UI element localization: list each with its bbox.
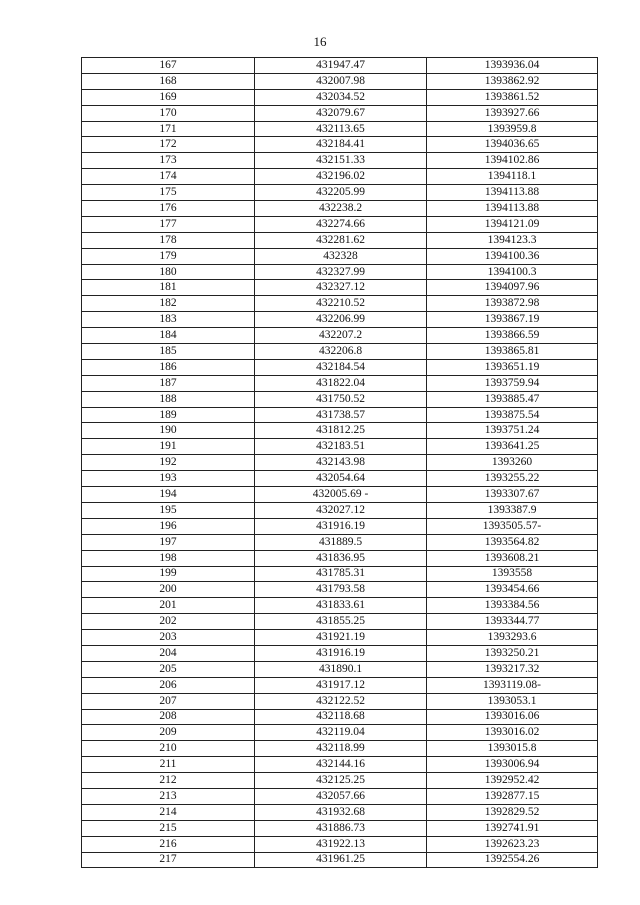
y-coordinate-cell: 1393016.02: [427, 725, 598, 741]
point-number-cell: 194: [82, 487, 255, 503]
x-coordinate-cell: 432034.52: [255, 89, 427, 105]
y-coordinate-cell: 1392829.52: [427, 804, 598, 820]
point-number-cell: 193: [82, 471, 255, 487]
point-number-cell: 213: [82, 788, 255, 804]
y-coordinate-cell: 1393927.66: [427, 105, 598, 121]
x-coordinate-cell: 432118.99: [255, 741, 427, 757]
point-number-cell: 201: [82, 598, 255, 614]
point-number-cell: 214: [82, 804, 255, 820]
y-coordinate-cell: 1393875.54: [427, 407, 598, 423]
table-row: [82, 598, 598, 614]
x-coordinate-cell: 432207.2: [255, 328, 427, 344]
x-coordinate-cell: 432327.12: [255, 280, 427, 296]
point-number-cell: 196: [82, 518, 255, 534]
point-number-cell: 173: [82, 153, 255, 169]
table-row: [82, 248, 598, 264]
x-coordinate-cell: 432206.99: [255, 312, 427, 328]
point-number-cell: 205: [82, 661, 255, 677]
y-coordinate-cell: 1394113.88: [427, 201, 598, 217]
table-row: [82, 391, 598, 407]
point-number-cell: 199: [82, 566, 255, 582]
y-coordinate-cell: 1393641.25: [427, 439, 598, 455]
y-coordinate-cell: 1393344.77: [427, 614, 598, 630]
table-row: [82, 614, 598, 630]
table-row: [82, 312, 598, 328]
x-coordinate-cell: 431812.25: [255, 423, 427, 439]
y-coordinate-cell: 1393260: [427, 455, 598, 471]
table-row: [82, 455, 598, 471]
point-number-cell: 184: [82, 328, 255, 344]
y-coordinate-cell: 1393959.8: [427, 121, 598, 137]
y-coordinate-cell: 1393936.04: [427, 58, 598, 74]
table-row: [82, 169, 598, 185]
point-number-cell: 198: [82, 550, 255, 566]
y-coordinate-cell: 1393866.59: [427, 328, 598, 344]
x-coordinate-cell: 432144.16: [255, 757, 427, 773]
y-coordinate-cell: 1394036.65: [427, 137, 598, 153]
x-coordinate-cell: 432125.25: [255, 773, 427, 789]
x-coordinate-cell: 432210.52: [255, 296, 427, 312]
table-row: [82, 216, 598, 232]
point-number-cell: 169: [82, 89, 255, 105]
table-row: [82, 820, 598, 836]
x-coordinate-cell: 432118.68: [255, 709, 427, 725]
point-number-cell: 190: [82, 423, 255, 439]
point-number-cell: 176: [82, 201, 255, 217]
point-number-cell: 206: [82, 677, 255, 693]
table-row: [82, 407, 598, 423]
x-coordinate-cell: 431921.19: [255, 630, 427, 646]
table-row: [82, 121, 598, 137]
point-number-cell: 215: [82, 820, 255, 836]
table-row: [82, 836, 598, 852]
page-number: 16: [313, 34, 327, 49]
table-row: [82, 502, 598, 518]
y-coordinate-cell: 1393119.08-: [427, 677, 598, 693]
y-coordinate-cell: 1393015.8: [427, 741, 598, 757]
x-coordinate-cell: 432183.51: [255, 439, 427, 455]
y-coordinate-cell: 1394123.3: [427, 232, 598, 248]
y-coordinate-cell: 1393751.24: [427, 423, 598, 439]
y-coordinate-cell: 1393865.81: [427, 344, 598, 360]
y-coordinate-cell: 1393872.98: [427, 296, 598, 312]
point-number-cell: 171: [82, 121, 255, 137]
coordinates-table-body: [82, 58, 598, 868]
x-coordinate-cell: 432274.66: [255, 216, 427, 232]
point-number-cell: 210: [82, 741, 255, 757]
table-row: [82, 582, 598, 598]
table-row: [82, 487, 598, 503]
table-row: [82, 201, 598, 217]
y-coordinate-cell: 1393651.19: [427, 359, 598, 375]
point-number-cell: 211: [82, 757, 255, 773]
y-coordinate-cell: 1393217.32: [427, 661, 598, 677]
y-coordinate-cell: 1392554.26: [427, 852, 598, 868]
y-coordinate-cell: 1394100.36: [427, 248, 598, 264]
point-number-cell: 185: [82, 344, 255, 360]
x-coordinate-cell: 432238.2: [255, 201, 427, 217]
x-coordinate-cell: 431793.58: [255, 582, 427, 598]
table-row: [82, 185, 598, 201]
point-number-cell: 202: [82, 614, 255, 630]
x-coordinate-cell: 431961.25: [255, 852, 427, 868]
x-coordinate-cell: 432007.98: [255, 73, 427, 89]
table-row: [82, 264, 598, 280]
x-coordinate-cell: 432079.67: [255, 105, 427, 121]
point-number-cell: 172: [82, 137, 255, 153]
table-row: [82, 804, 598, 820]
table-row: [82, 788, 598, 804]
y-coordinate-cell: 1393862.92: [427, 73, 598, 89]
point-number-cell: 207: [82, 693, 255, 709]
point-number-cell: 204: [82, 645, 255, 661]
table-row: [82, 280, 598, 296]
point-number-cell: 191: [82, 439, 255, 455]
x-coordinate-cell: 431750.52: [255, 391, 427, 407]
table-row: [82, 661, 598, 677]
point-number-cell: 192: [82, 455, 255, 471]
table-row: [82, 296, 598, 312]
y-coordinate-cell: 1393608.21: [427, 550, 598, 566]
y-coordinate-cell: 1392952.42: [427, 773, 598, 789]
y-coordinate-cell: 1393006.94: [427, 757, 598, 773]
table-row: [82, 471, 598, 487]
y-coordinate-cell: 1392741.91: [427, 820, 598, 836]
x-coordinate-cell: 431855.25: [255, 614, 427, 630]
y-coordinate-cell: 1393759.94: [427, 375, 598, 391]
y-coordinate-cell: 1392877.15: [427, 788, 598, 804]
point-number-cell: 182: [82, 296, 255, 312]
point-number-cell: 168: [82, 73, 255, 89]
table-row: [82, 359, 598, 375]
coordinates-table: [81, 57, 598, 868]
point-number-cell: 187: [82, 375, 255, 391]
x-coordinate-cell: 431886.73: [255, 820, 427, 836]
point-number-cell: 175: [82, 185, 255, 201]
point-number-cell: 200: [82, 582, 255, 598]
table-row: [82, 709, 598, 725]
y-coordinate-cell: 1393250.21: [427, 645, 598, 661]
x-coordinate-cell: 431922.13: [255, 836, 427, 852]
y-coordinate-cell: 1393861.52: [427, 89, 598, 105]
x-coordinate-cell: 432184.41: [255, 137, 427, 153]
table-row: [82, 757, 598, 773]
x-coordinate-cell: 432196.02: [255, 169, 427, 185]
y-coordinate-cell: 1392623.23: [427, 836, 598, 852]
table-row: [82, 741, 598, 757]
x-coordinate-cell: 432057.66: [255, 788, 427, 804]
x-coordinate-cell: 432005.69 -: [255, 487, 427, 503]
y-coordinate-cell: 1394102.86: [427, 153, 598, 169]
x-coordinate-cell: 432328: [255, 248, 427, 264]
table-row: [82, 550, 598, 566]
x-coordinate-cell: 432119.04: [255, 725, 427, 741]
x-coordinate-cell: 431947.47: [255, 58, 427, 74]
point-number-cell: 177: [82, 216, 255, 232]
point-number-cell: 189: [82, 407, 255, 423]
x-coordinate-cell: 432027.12: [255, 502, 427, 518]
y-coordinate-cell: 1393867.19: [427, 312, 598, 328]
x-coordinate-cell: 432327.99: [255, 264, 427, 280]
point-number-cell: 208: [82, 709, 255, 725]
x-coordinate-cell: 432281.62: [255, 232, 427, 248]
table-row: [82, 73, 598, 89]
point-number-cell: 181: [82, 280, 255, 296]
table-row: [82, 566, 598, 582]
table-row: [82, 423, 598, 439]
point-number-cell: 212: [82, 773, 255, 789]
table-row: [82, 773, 598, 789]
y-coordinate-cell: 1393558: [427, 566, 598, 582]
table-row: [82, 137, 598, 153]
x-coordinate-cell: 431738.57: [255, 407, 427, 423]
y-coordinate-cell: 1394100.3: [427, 264, 598, 280]
y-coordinate-cell: 1393564.82: [427, 534, 598, 550]
y-coordinate-cell: 1393387.9: [427, 502, 598, 518]
y-coordinate-cell: 1393293.6: [427, 630, 598, 646]
x-coordinate-cell: 431833.61: [255, 598, 427, 614]
table-row: [82, 852, 598, 868]
y-coordinate-cell: 1393505.57-: [427, 518, 598, 534]
point-number-cell: 203: [82, 630, 255, 646]
x-coordinate-cell: 431917.12: [255, 677, 427, 693]
y-coordinate-cell: 1393384.56: [427, 598, 598, 614]
x-coordinate-cell: 432143.98: [255, 455, 427, 471]
x-coordinate-cell: 432122.52: [255, 693, 427, 709]
point-number-cell: 195: [82, 502, 255, 518]
table-row: [82, 58, 598, 74]
y-coordinate-cell: 1394097.96: [427, 280, 598, 296]
table-row: [82, 630, 598, 646]
table-row: [82, 534, 598, 550]
point-number-cell: 178: [82, 232, 255, 248]
table-row: [82, 439, 598, 455]
table-row: [82, 725, 598, 741]
point-number-cell: 183: [82, 312, 255, 328]
table-row: [82, 153, 598, 169]
x-coordinate-cell: 431932.68: [255, 804, 427, 820]
y-coordinate-cell: 1394121.09: [427, 216, 598, 232]
y-coordinate-cell: 1393454.66: [427, 582, 598, 598]
x-coordinate-cell: 431836.95: [255, 550, 427, 566]
x-coordinate-cell: 431916.19: [255, 645, 427, 661]
point-number-cell: 216: [82, 836, 255, 852]
y-coordinate-cell: 1393053.1: [427, 693, 598, 709]
table-row: [82, 105, 598, 121]
table-row: [82, 328, 598, 344]
table-row: [82, 645, 598, 661]
y-coordinate-cell: 1393016.06: [427, 709, 598, 725]
table-row: [82, 232, 598, 248]
y-coordinate-cell: 1393885.47: [427, 391, 598, 407]
point-number-cell: 186: [82, 359, 255, 375]
x-coordinate-cell: 432184.54: [255, 359, 427, 375]
table-row: [82, 89, 598, 105]
point-number-cell: 197: [82, 534, 255, 550]
point-number-cell: 217: [82, 852, 255, 868]
y-coordinate-cell: 1394118.1: [427, 169, 598, 185]
x-coordinate-cell: 432205.99: [255, 185, 427, 201]
point-number-cell: 167: [82, 58, 255, 74]
x-coordinate-cell: 432054.64: [255, 471, 427, 487]
x-coordinate-cell: 431822.04: [255, 375, 427, 391]
table-row: [82, 518, 598, 534]
table-row: [82, 677, 598, 693]
y-coordinate-cell: 1393255.22: [427, 471, 598, 487]
point-number-cell: 180: [82, 264, 255, 280]
x-coordinate-cell: 431785.31: [255, 566, 427, 582]
point-number-cell: 170: [82, 105, 255, 121]
table-row: [82, 375, 598, 391]
point-number-cell: 174: [82, 169, 255, 185]
y-coordinate-cell: 1394113.88: [427, 185, 598, 201]
x-coordinate-cell: 432151.33: [255, 153, 427, 169]
x-coordinate-cell: 432206.8: [255, 344, 427, 360]
point-number-cell: 209: [82, 725, 255, 741]
table-row: [82, 344, 598, 360]
x-coordinate-cell: 431889.5: [255, 534, 427, 550]
x-coordinate-cell: 431890.1: [255, 661, 427, 677]
x-coordinate-cell: 432113.65: [255, 121, 427, 137]
point-number-cell: 179: [82, 248, 255, 264]
table-row: [82, 693, 598, 709]
y-coordinate-cell: 1393307.67: [427, 487, 598, 503]
x-coordinate-cell: 431916.19: [255, 518, 427, 534]
point-number-cell: 188: [82, 391, 255, 407]
